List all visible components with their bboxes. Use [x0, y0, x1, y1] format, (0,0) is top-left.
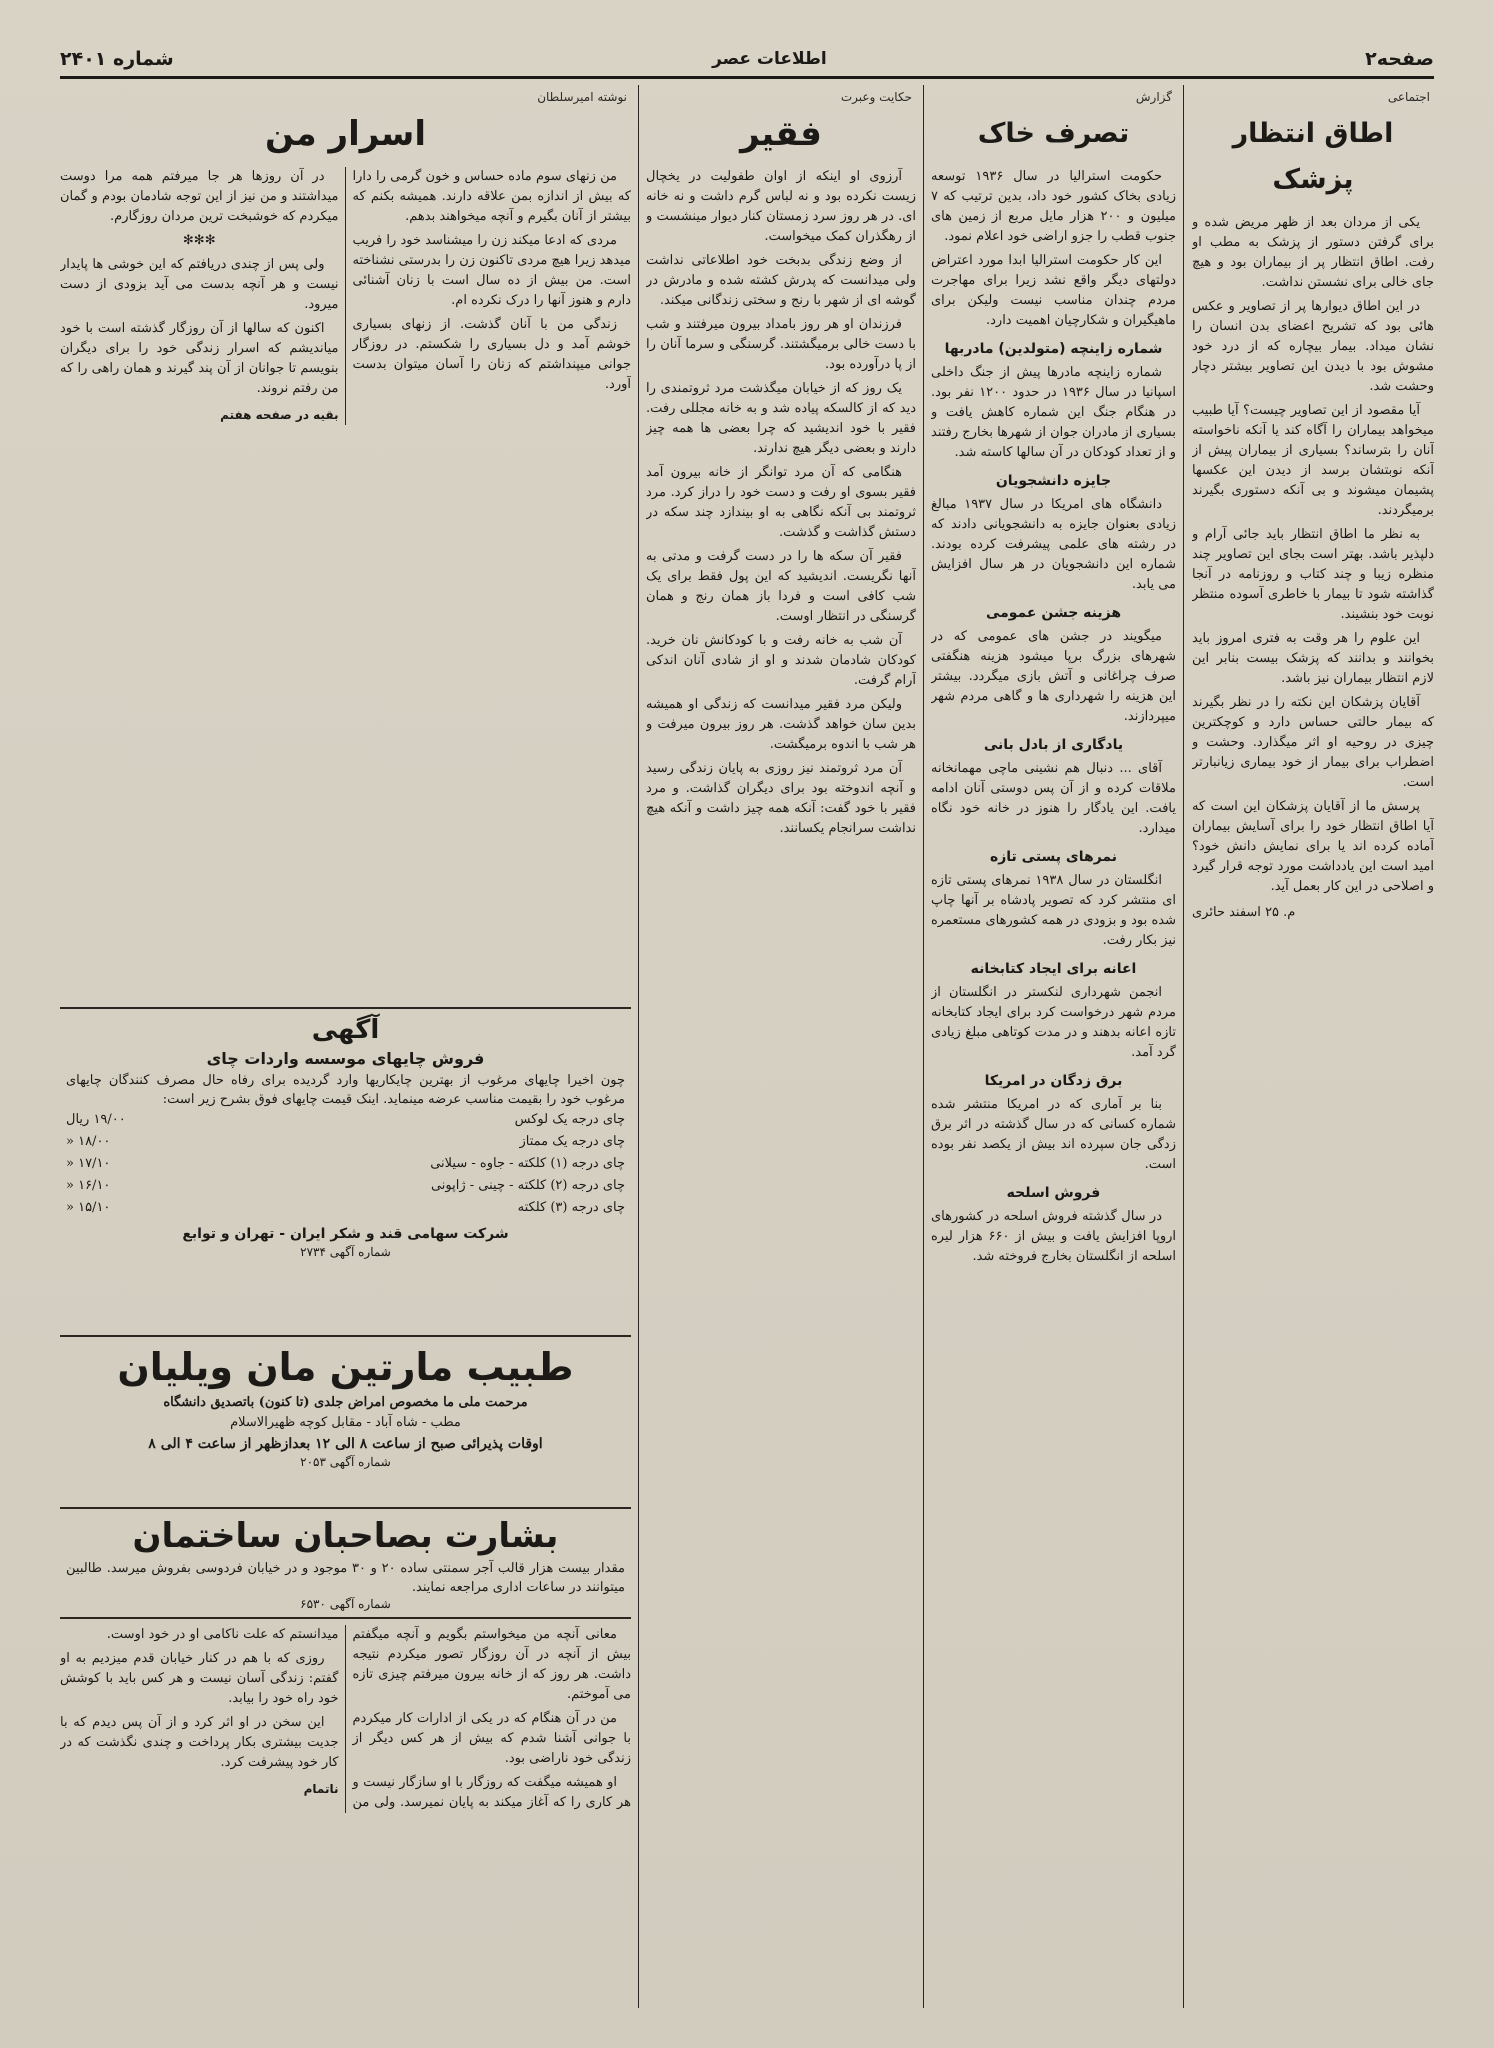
paragraph: به نظر ما اطاق انتظار باید جائی آرام و دلپذیر باشد. بهتر است بجای این تصاویر چند منظره زیبا و چند کتاب و روزنامه در آنجا گذاشته شود تا بیمار با خاطری آسوده منتظر نوبت خود بنشیند. [1192, 527, 1434, 622]
doctor-advertisement [60, 1341, 631, 1501]
paragraph: در این اطاق دیوارها پر از تصاویر و عکس هائی بود که تشریح اعضای بدن انسان را نشان میداد. بیمار بیچاره که از درد خود مشوش بود با دیدن این تصاویر بیشتر دچار وحشت شد. [1192, 299, 1434, 394]
paragraph: این کار حکومت استرالیا ابدا مورد اعتراض دولتهای دیگر واقع نشد زیرا برای مهاجرت مردم چندان مناسب نیست ولیکن برای ماهیگیران و شکارچیان اهمیت دارد. [931, 253, 1176, 328]
paragraph: او همیشه میگفت که روزگار با او سازگار نیست و هر کاری را که آغاز میکند به پایان نمیرسد. ولی من میدانستم که علت ناکامی او در خود اوست. [106, 1627, 631, 1810]
paragraph: من زنهای سوم ماده حساس و خون گرمی را دارا که بیش از اندازه بمن علاقه دارند. همیشه بکنم که بیشتر از آنان بگیرم و آنچه میخواهند بدهم. [352, 169, 631, 224]
article-body [931, 167, 1176, 331]
tea-name: چای درجه (۱) کلکته - جاوه - سیلانی [430, 1156, 625, 1171]
ad-intro: چون اخیرا چایهای مرغوب از بهترین چایکاریها وارد گردیده برای رفاه حال مصرف کنندگان چایهای مرغوب خود را بقیمت مناسب عرضه مینماید. اینک قیمت چایهای فوق بشرح زیر است: [66, 1073, 625, 1107]
paragraph: ولیکن مرد فقیر میدانست که زندگی او همیشه بدین سان خواهد گذشت. هر روز بیرون میرفت و هر شب با اندوه برمیگشت. [646, 697, 916, 752]
price-row [60, 1175, 631, 1197]
ad-hours: اوقات پذیرائی صبح از ساعت ۸ الی ۱۲ بعدازظهر از ساعت ۴ الی ۸ [148, 1436, 543, 1452]
ad-text: مقدار بیست هزار قالب آجر سمنتی ساده ۲۰ و ۳۰ موجود و در خیابان فردوسی بفروش میرسد. طالبین میتوانند در ساعات اداری مراجعه نمایند. [66, 1561, 625, 1595]
ad-ref-number: شماره آگهی ۲۰۵۳ [300, 1455, 391, 1469]
article-headline: تصرف خاک [977, 118, 1130, 149]
column-rule [1183, 85, 1184, 2008]
ad-ref-number: شماره آگهی ۲۷۳۴ [300, 1245, 391, 1259]
paragraph: آیا مقصود از این تصاویر چیست؟ آیا طبیب میخواهد بیماران را آگاه کند یا آنکه ناخواسته آنان را بترساند؟ بسیاری از بیماران پیش از آنکه نوبتشان برسد از دیدن این عکسها پشیمان میشوند و بی آنکه دستوری بگیرند برمیگردند. [1192, 403, 1434, 518]
section-title: شماره زاینچه (متولدین) مادربها [944, 341, 1163, 357]
ad-title: آگهی [311, 1015, 380, 1045]
ad-company: شرکت سهامی قند و شکر ایران - تهران و توابع [182, 1226, 509, 1242]
paragraph: فرزندان او هر روز بامداد بیرون میرفتند و شب با دست خالی برمیگشتند. گرسنگی و سرما آنان را از پا درآورده بود. [646, 317, 916, 372]
ad-subtitle: فروش چایهای موسسه واردات چای [206, 1049, 485, 1068]
paragraph: در آن روزها هر جا میرفتم همه مرا دوست میداشتند و من نیز از این توجه شادمان بودم و گمان میکردم که خوشبخت ترین مردان روزگارم. [60, 169, 339, 224]
paragraph: اکنون که سالها از آن روزگار گذشته است با خود میاندیشم که اسرار زندگی خود را برای دیگران بنویسم تا جوانان از آن پند گیرند و همان راهی را که من رفتم نروند. [60, 321, 339, 396]
paragraph: فقیر آن سکه ها را در دست گرفت و مدتی به آنها نگریست. اندیشید که این پول فقط برای یک شب کافی است و فردا باز همان رنج و همان گرسنگی در انتظار اوست. [646, 549, 916, 624]
price-row [60, 1131, 631, 1153]
tea-price: ۱۵/۱۰ « [66, 1200, 111, 1215]
column-land-seizure [931, 85, 1176, 2008]
article-body [646, 167, 916, 839]
section-divider [60, 1617, 631, 1619]
section-text: در سال گذشته فروش اسلحه در کشورهای اروپا افزایش یافت و بیش از ۶۶۰ هزار لیره اسلحه از انگلستان بخارج فروخته شد. [931, 1209, 1176, 1264]
tea-price: ۱۸/۰۰ « [66, 1134, 111, 1149]
tea-name: چای درجه (۳) کلکته [517, 1200, 625, 1215]
price-list [60, 1109, 631, 1219]
column-kicker: اجتماعی [1387, 90, 1430, 104]
continued-note: ناتمام [303, 1782, 339, 1796]
section-text: دانشگاه های امریکا در سال ۱۹۳۷ مبالغ زیادی بعنوان جایزه به دانشجویانی دادند که در رشته های علمی پیشرفت کرده بودند. شماره این دانشجویان در هر سال افزایش می یابد. [931, 497, 1176, 592]
section-text: انجمن شهرداری لنکستر در انگلستان از مردم شهر درخواست کرد برای ایجاد کتابخانه تازه اعانه بدهند و در مدت کوتاهی مبلغ زیادی گرد آمد. [931, 985, 1176, 1060]
bottom-continued-article [60, 1625, 631, 2008]
paragraph: مردی که ادعا میکند زن را میشناسد خود را فریب میدهد زیرا هیچ مردی تاکنون زن را بدرستی نشناخته است. من بیش از ده سال است با زنان آشنائی دارم و هنوز آنها را درک نکرده ام. [352, 233, 631, 308]
paper-name: اطلاعات عصر [712, 49, 827, 69]
article-headline: اطاق انتظار پزشک [1232, 118, 1394, 195]
paragraph: معانی آنچه من میخواستم بگویم و آنچه میگفتم بیش از آنچه در آن روزگار تصور میکردم نتیجه داشت. هر روز که از خانه بیرون میرفتم چیزی تازه می آموختم. [352, 1627, 631, 1702]
tea-name: چای درجه یک ممتاز [519, 1134, 625, 1149]
paragraph: این سخن در او اثر کرد و از آن پس دیدم که با جدیت بیشتری بکار پرداخت و چندی نگذشت که در کار خود پیشرفت کرد. [60, 1715, 339, 1770]
section-divider [60, 1007, 631, 1009]
price-row [60, 1109, 631, 1131]
section-title: یادگاری از بادل بانی [983, 737, 1124, 753]
column-rule [923, 85, 924, 2008]
paragraph: پرسش ما از آقایان پزشکان این است که آیا اطاق انتظار خود را برای آسایش بیماران آماده کرده اند یا برای نمایش دانش خود؟ امید است این یادداشت مورد توجه قرار گیرد و اصلاحی در این کار بعمل آید. [1192, 799, 1434, 894]
section-text: بنا بر آماری که در امریکا منتشر شده شماره کسانی که در سال گذشته در اثر برق زدگی جان سپرده اند بیش از یکصد نفر بوده است. [931, 1097, 1176, 1172]
paragraph: من در آن هنگام که در یکی از ادارات کار میکردم با جوانی آشنا شدم که بیش از هر کس دیگر از زندگی خود ناراضی بود. [352, 1711, 631, 1766]
column-doctor-waiting-room [1192, 85, 1434, 2008]
paragraph: آن مرد ثروتمند نیز روزی به پایان زندگی رسید و آنچه اندوخته بود برای دیگران گذاشت. و مرد فقیر با خود گفت: آنکه همه چیز داشت و آنکه هیچ نداشت سرانجام یکسانند. [646, 761, 916, 836]
continued-note: بقیه در صفحه هفتم [220, 408, 339, 422]
section-text: میگویند در جشن های عمومی که در شهرهای بزرگ برپا میشود هزینه هنگفتی صرف چراغانی و آتش بازی میگردد. بیشتر این هزینه را شهرداری ها و گاهی مردم شهر میپردازند. [931, 629, 1176, 724]
tea-name: چای درجه یک لوکس [514, 1112, 625, 1127]
column-kicker: گزارش [1135, 90, 1172, 104]
paragraph: یک روز که از خیابان میگذشت مرد ثروتمندی را دید که از کالسکه پیاده شد و به خانه مجللی رفت. فقیر با خود اندیشید که چرا بعضی ها همه چیز دارند و بعضی دیگر هیچ ندارند. [646, 381, 916, 456]
price-row [60, 1153, 631, 1175]
section-title: برق زدگان در امریکا [984, 1073, 1123, 1089]
paragraph: یکی از مردان بعد از ظهر مریض شده و برای گرفتن دستور از پزشک به مطب او رفت. اطاق انتظار پر از بیماران بود و هیچ جای خالی برای نشستن نداشت. [1192, 215, 1434, 290]
tea-price: ۱۷/۱۰ « [66, 1156, 111, 1171]
ad-address: مطب - شاه آباد - مقابل کوچه ظهیرالاسلام [230, 1415, 461, 1430]
paragraph: روزی که با هم در کنار خیابان قدم میزدیم به او گفتم: زندگی آسان نیست و هر کس باید با کوشش خود راه خود را بیابد. [60, 1651, 339, 1706]
page-label: صفحه۲ [1365, 48, 1434, 70]
section-text: شماره زاینچه مادرها پیش از جنگ داخلی اسپانیا در سال ۱۹۳۶ در حدود ۱۲۰۰ نفر بود. در هنگام جنگ این شماره کاهش یافت و بسیاری از مادران جوان از شهرها بخارج رفتند و از تعداد کودکان در آن سالها کاسته شد. [931, 365, 1176, 460]
issue-label: شماره ۲۴۰۱ [60, 48, 174, 70]
column-poor-man-story [646, 85, 916, 2008]
paragraph: از وضع زندگی بدبخت خود اطلاعاتی نداشت ولی میدانست که پدرش کشته شده و مادرش در گوشه ای از شهر با رنج و سختی زندگانی میکند. [646, 253, 916, 308]
column-my-secrets [60, 85, 631, 1003]
tea-price: ۱۹/۰۰ ریال [66, 1112, 126, 1127]
paragraph: حکومت استرالیا در سال ۱۹۳۶ توسعه زیادی بخاک کشور خود داد، بدین ترتیب که ۷ میلیون و ۲۰۰ هزار مایل مربع از زمین های جنوب قطب را جزو اراضی خود اعلام نمود. [931, 169, 1176, 244]
paragraph: این علوم را هر وقت به فتری امروز باید بخوانند و بدانند که پزشک بیست بنابر این لازم انتظار بیماران نیز باشد. [1192, 631, 1434, 686]
ad-ref-number: شماره آگهی ۶۵۳۰ [300, 1597, 391, 1611]
ad-title: طبیب مارتین مان ویلیان [117, 1345, 574, 1389]
section-title: جایزه دانشجویان [995, 473, 1112, 489]
section-text: انگلستان در سال ۱۹۳۸ نمرهای پستی تازه ای منتشر کرد که تصویر پادشاه بر آنها چاپ شده بود و بزودی در همه کشورهای مستعمره نیز بکار رفت. [931, 873, 1176, 948]
section-title: فروش اسلحه [1006, 1185, 1101, 1201]
article-headline: فقیر [740, 114, 822, 154]
section-text: آقای ... دنبال هم نشینی ماچی مهمانخانه ملاقات کرده و از آن پس دوستی آنان ادامه یافت. این یادگار را هنوز در خانه خود نگاه میدارد. [931, 761, 1176, 836]
section-divider [60, 1507, 631, 1509]
column-kicker: حکایت وعبرت [840, 90, 912, 104]
article-body [1192, 213, 1434, 897]
tea-advertisement [60, 1013, 631, 1329]
ad-title: بشارت بصاحبان ساختمان [132, 1516, 559, 1556]
building-advertisement [60, 1513, 631, 1611]
paragraph: هنگامی که آن مرد توانگر از خانه بیرون آمد فقیر بسوی او رفت و دست خود را دراز کرد. مرد ثروتمند بی آنکه نگاهی به او بیندازد چند سکه در دستش گذاشت و گذشت. [646, 465, 916, 540]
paragraph: زندگی من با آنان گذشت. از زنهای بسیاری خوشم آمد و دل بسیاری را شکستم. در روزگار جوانی میپنداشتم که زنان را آسان میتوان بدست آورد. [352, 317, 631, 392]
section-divider [60, 1335, 631, 1337]
tea-name: چای درجه (۲) کلکته - چینی - ژاپونی [430, 1178, 625, 1193]
article-byline: م. ۲۵ اسفند حائری [1192, 905, 1296, 920]
article-headline: اسرار من [265, 114, 426, 154]
ad-line: مرحمت ملی ما مخصوص امراض جلدی (تا کنون) باتصدیق دانشگاه [163, 1395, 528, 1410]
paragraph: آقایان پزشکان این نکته را در نظر بگیرند که بیمار حالتی حساس دارد و کوچکترین چیزی در روحیه او اثر میگذارد. وحشت و اضطراب برای بیمار از خود بیماری زیانبارتر است. [1192, 695, 1434, 790]
paragraph: آن شب به خانه رفت و با کودکانش نان خرید. کودکان شادمان شدند و او از شادی آنان اندکی آرام گرفت. [646, 633, 916, 688]
section-title: نمرهای پستی تازه [989, 849, 1118, 865]
columns-area [60, 85, 1434, 2008]
article-body [60, 167, 631, 425]
article-body [60, 1625, 631, 1813]
tea-price: ۱۶/۱۰ « [66, 1178, 111, 1193]
masthead [60, 48, 1434, 79]
price-row [60, 1197, 631, 1219]
section-title: هزینه جشن عمومی [985, 605, 1122, 621]
column-rule [638, 85, 639, 2008]
paragraph: ولی پس از چندی دریافتم که این خوشی ها پایدار نیست و هر آنچه بدست می آید بزودی از دست میرود. [60, 257, 339, 312]
paragraph: آرزوی او اینکه از اوان طفولیت در یخچال زیست نکرده بود و نه لباس گرم داشت و نه خانه ای. در هر روز سرد زمستان کنار دیوار مینشست و از رهگذران کمک میخواست. [646, 169, 916, 244]
section-title: اعانه برای ایجاد کتابخانه [970, 961, 1137, 977]
column-kicker: نوشته امیرسلطان [537, 90, 627, 104]
section-separator: ✻✻✻ [182, 233, 216, 248]
